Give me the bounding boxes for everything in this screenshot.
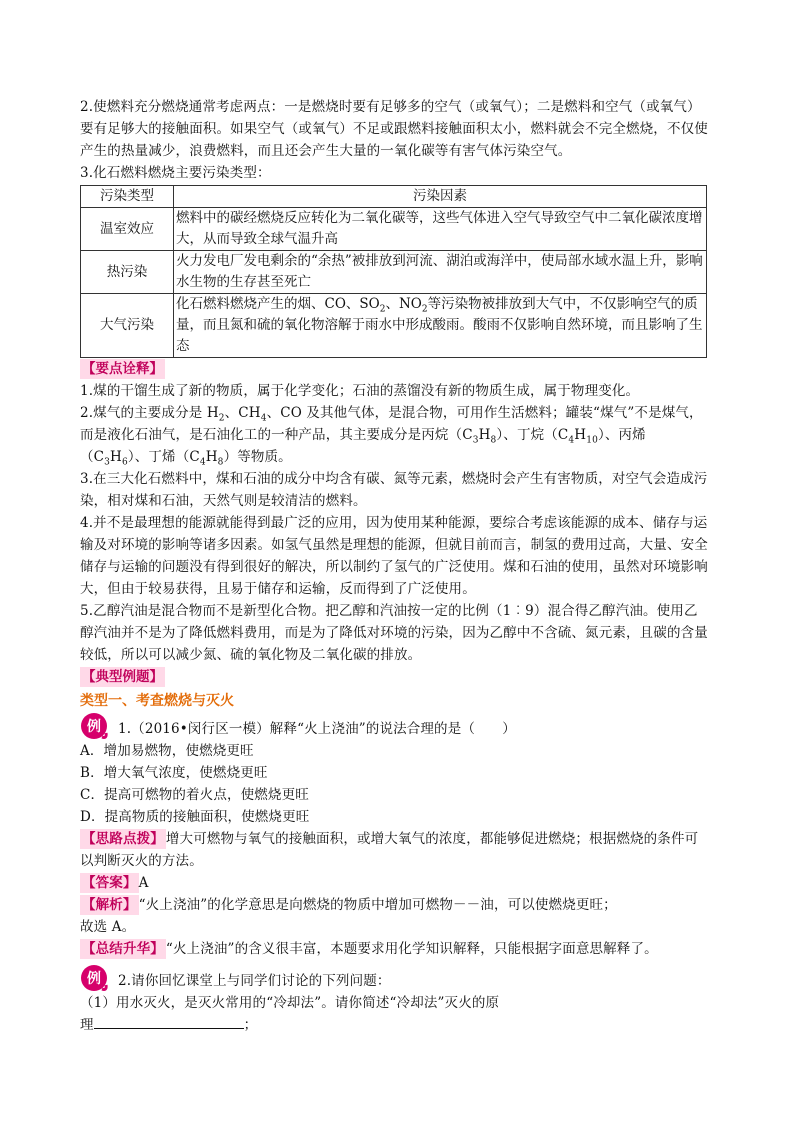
question-2-stem: 2.请你回忆课堂上与同学们讨论的下列问题：: [118, 973, 391, 989]
subscript: 8: [217, 457, 224, 468]
question-1-hint: [80, 828, 710, 872]
summary-text: “火上浇油”的含义很丰富，本题要求用化学知识解释，只能根据字面意思解释了。: [165, 941, 658, 957]
badge-label: 例: [87, 971, 101, 987]
subscript: 4: [199, 457, 206, 468]
question-1-conclusion: 故选 A。: [80, 919, 136, 935]
subscript: 6: [121, 457, 128, 468]
question-1-stem: 1.（2016•闵行区一模）解释“火上浇油”的说法合理的是（ ）: [118, 721, 516, 737]
answer-label: 【答案】: [82, 875, 137, 891]
example-1: [80, 718, 710, 740]
key-point-3: 3.在三大化石燃料中，煤和石油的成分中均含有碳、氮等元素，燃烧时会产生有害物质，对空气会造成污染，相对煤和石油，天然气则是较清洁的燃料。: [80, 471, 708, 509]
text-run: ）、丁烷（C: [496, 427, 569, 443]
subscript: 2: [421, 304, 428, 315]
text-run: ；: [243, 1017, 258, 1033]
example-badge-icon: [80, 712, 108, 740]
subscript: 10: [586, 435, 598, 446]
question-1-option: B．增大氧气浓度，使燃烧更旺: [80, 765, 268, 781]
subscript: 8: [490, 435, 497, 446]
examples-heading: 【典型例题】: [82, 669, 163, 685]
example-badge-icon: [80, 964, 108, 992]
question-1-option: A．增加易燃物，使燃烧更旺: [80, 743, 254, 759]
type-1-title: 类型一、考查燃烧与灭火: [80, 693, 234, 709]
question-1-analysis: [80, 894, 710, 916]
hint-text: 增大可燃物与氧气的接触面积，或增大氧气的浓度，都能够促进燃烧；根据燃烧的条件可以判断灭火的方法。: [80, 831, 699, 869]
text-run: 、CO 及其他气体，是混合物，可用作生活燃料；罐装“煤气”不是煤气，而是液化石油气，是石油化工的一种产品，其主要成分是丙烷（C: [80, 405, 703, 443]
text-run: 理: [80, 1017, 94, 1033]
question-2-part-1: （1）用水灭火，是灭火常用的“冷却法”。请你简述“冷却法”灭火的原: [80, 995, 500, 1011]
example-2: [80, 970, 710, 992]
text-run: ）、丙烯（C: [80, 427, 646, 465]
factor-text: 、NO: [385, 296, 422, 312]
subscript: 4: [568, 435, 575, 446]
table-header-type: 污染类型: [81, 186, 174, 208]
question-1-option: C．提高可燃物的着火点，使燃烧更旺: [80, 787, 309, 803]
analysis-text: “火上浇油”的化学意思是向燃烧的物质中增加可燃物－－油，可以使燃烧更旺；: [138, 897, 617, 913]
question-2-part-1-cont: [80, 1014, 710, 1036]
question-1-option: D．提高物质的接触面积，使燃烧更旺: [80, 809, 310, 825]
subscript: 3: [472, 435, 479, 446]
question-1-summary: [80, 938, 710, 960]
table-cell-factor: [174, 294, 707, 358]
table-cell-factor: 火力发电厂发电剩余的“余热”被排放到河流、湖泊或海洋中，使局部水域水温上升，影响水生物的生存甚至死亡: [174, 251, 707, 294]
table-header-row: [81, 186, 707, 208]
intro-item-3: 3.化石燃料燃烧主要污染类型：: [80, 165, 271, 181]
document-page: [80, 96, 710, 1036]
question-1-answer: [80, 872, 710, 894]
analysis-label: 【解析】: [82, 897, 137, 913]
table-row: [81, 208, 707, 251]
text-run: H: [110, 449, 122, 465]
summary-label: 【总结升华】: [82, 941, 164, 957]
text-run: H: [205, 449, 218, 465]
table-cell-type: 大气污染: [81, 294, 174, 358]
factor-text: 化石燃料燃烧产生的烟、CO、SO: [176, 296, 380, 312]
key-point-2: [80, 402, 710, 468]
answer-blank[interactable]: [94, 1014, 244, 1029]
key-point-4: 4.并不是最理想的能源就能得到最广泛的应用，因为使用某种能源，要综合考虑该能源的成本、储存与运输及对环境的影响等诸多因素。如氢气虽然是理想的能源，但就目前而言，制氢的费用过高，大量、安全储存与运输的问题没有得到很好的解决，所以制约了氢气的广泛使用。煤和石油的使用，虽然对环境影响大，但由于较易获得，且易于储存和运输，反而得到了广泛使用。: [80, 515, 708, 597]
table-row: [81, 294, 707, 358]
subscript: 2: [379, 304, 386, 315]
text-run: ）、丁烯（C: [127, 449, 200, 465]
text-run: 、CH: [224, 405, 261, 421]
hint-label: 【思路点拨】: [82, 831, 164, 847]
answer-text: A: [138, 875, 149, 891]
badge-label: 例: [87, 719, 101, 735]
text-run: H: [478, 427, 491, 443]
table-header-factor: 污染因素: [174, 186, 707, 208]
text-run: 2.煤气的主要成分是 H: [80, 405, 219, 421]
text-run: H: [574, 427, 587, 443]
table-row: [81, 251, 707, 294]
subscript: 2: [218, 413, 225, 424]
intro-item-2: 2.使燃料充分燃烧通常考虑两点：一是燃烧时要有足够多的空气（或氧气）；二是燃料和空气（或氧气）要有足够大的接触面积。如果空气（或氧气）不足或跟燃料接触面积太小，燃料就会不完全燃烧，不仅使产生的热量减少，浪费燃料，而且还会产生大量的一氧化碳等有害气体污染空气。: [80, 99, 708, 159]
subscript: 4: [260, 413, 267, 424]
text-run: ）等物质。: [223, 449, 292, 465]
subscript: 3: [104, 457, 111, 468]
table-cell-type: 温室效应: [81, 208, 174, 251]
key-point-1: 1.煤的干馏生成了新的物质，属于化学变化；石油的蒸馏没有新的物质生成，属于物理变化。: [80, 383, 640, 399]
table-cell-factor: 燃料中的碳经燃烧反应转化为二氧化碳等，这些气体进入空气导致空气中二氧化碳浓度增大，从而导致全球气温升高: [174, 208, 707, 251]
key-point-5: 5.乙醇汽油是混合物而不是新型化合物。把乙醇和汽油按一定的比例（1︰9）混合得乙醇汽油。使用乙醇汽油并不是为了降低燃料费用，而是为了降低对环境的污染，因为乙醇中不含硫、氮元素，且碳的含量较低，所以可以减少氮、硫的氧化物及二氧化碳的排放。: [80, 603, 708, 663]
factor-text: 等污染物被排放到大气中，不仅影响空气的质量，而且氮和硫的氧化物溶解于雨水中形成酸雨。酸雨不仅影响自然环境，而且影响了生态: [176, 296, 703, 354]
key-points-heading: 【要点诠释】: [82, 361, 163, 377]
table-cell-type: 热污染: [81, 251, 174, 294]
pollution-table: [80, 185, 707, 358]
